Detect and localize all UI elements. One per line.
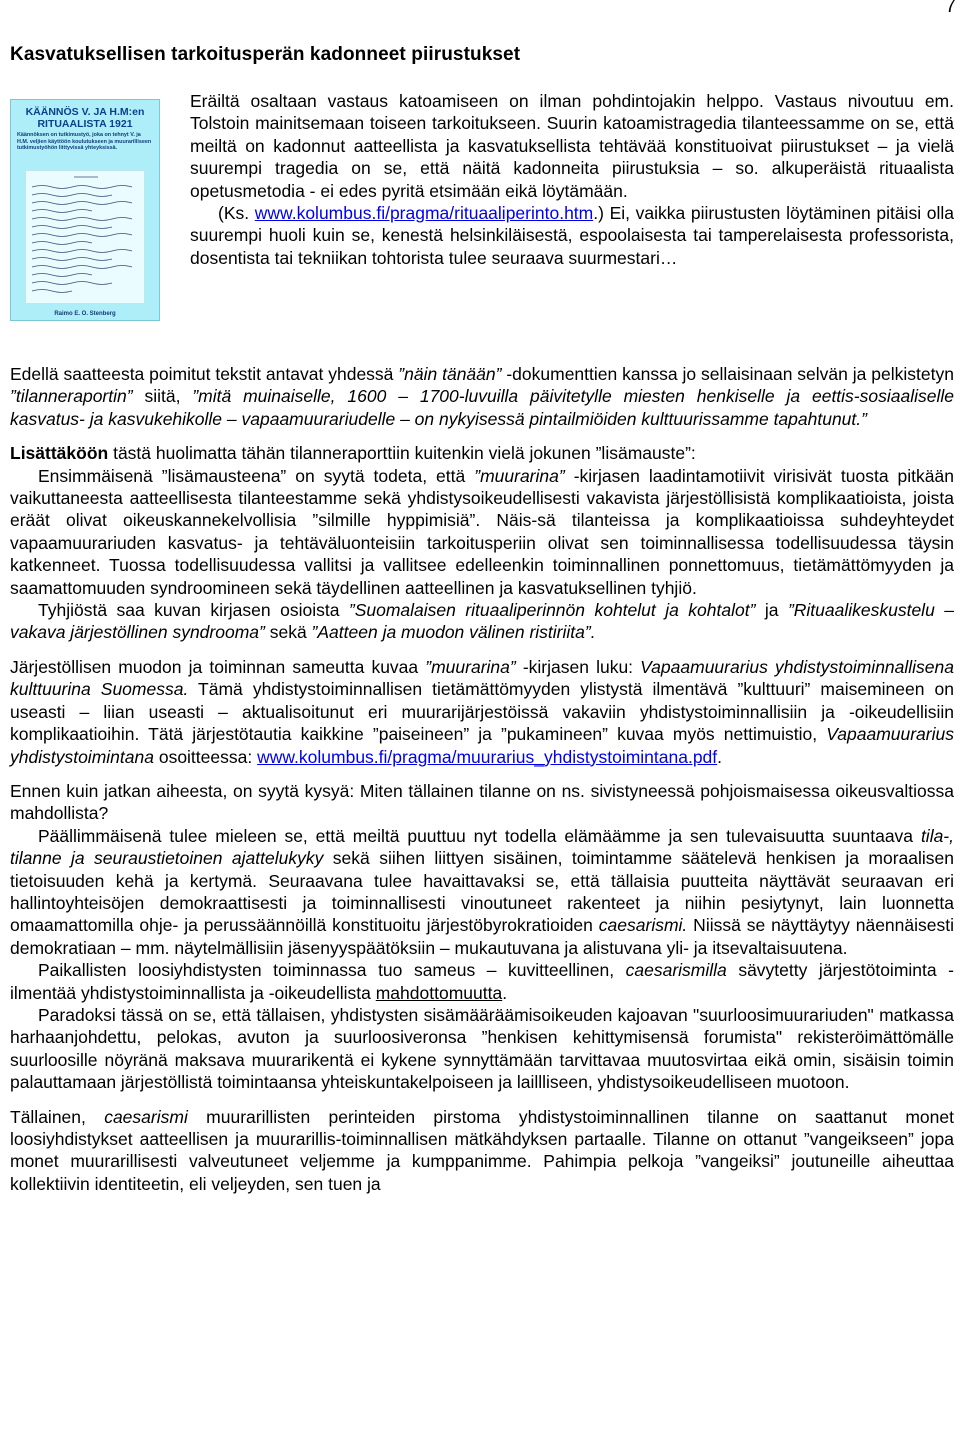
summary-paragraph: Edellä saatteesta poimitut tekstit antavat yhdessä ”näin tänään” -dokumenttien kanssa jo sellaisinaan selvän ja pelkistetyn ”tilanneraportin” siitä, ”mitä muinaiselle, 1600 – 1700-luvuilla päivitetylle miesten henkiselle ja eettis-sosiaaliselle kasvatus- ja kasvukehikolle – vapaamuurariudelle – on nykyisessä pintailmiöiden kulttuurissamme tapahtunut.”: [10, 364, 954, 429]
booklet-author: Raimo E. O. Stenberg: [54, 311, 116, 317]
local-lodges-paragraph: Paikallisten loosiyhdistysten toiminnassa tuo sameus – kuvitteellinen, caesarismilla sävytetty järjestötoiminta - ilmentää yhdistystoiminnallista ja -oikeudellista mahdottomuutta.: [10, 960, 954, 1003]
intro-paragraph-2: [190, 202, 954, 269]
muurarius-yhdistystoimintana-link[interactable]: www.kolumbus.fi/pragma/muurarius_yhdistystoimintana.pdf: [257, 746, 718, 767]
intro-paragraph-1: Eräiltä osaltaan vastaus katoamiseen on ilman pohdintojakin helppo. Vastaus nivoutuu em. Tolstoin mainitsemaan toiseen tarkoitukseen. Suurin katoamistragedia tilanteessamme on se, että meiltä on kadonnut aatteellista ja kasvatuksellista tehtävää konstituoivat piirustukset – ja vielä suurempi tragedia on se, että näitä kadonneita piirustuksia – so. alkuperäistä rituaalista opetusmetodia - ei edes pyritä etsimään eikä löytämään.: [190, 91, 954, 201]
page-number: 7: [945, 0, 956, 17]
emptiness-paragraph: Tyhjiöstä saa kuvan kirjasen osioista ”Suomalaisen rituaaliperinnön kohtelut ja kohtalot” ja ”Rituaalikeskustelu – vakava järjestöllinen syndrooma” sekä ”Aatteen ja muodon välinen ristiriita”.: [10, 600, 954, 643]
final-paragraph: Tällainen, caesarismi muurarillisten perinteiden pirstoma yhdistystoiminnallinen tilanne on saattanut monet loosiyhdistykset aatteellisen ja muurarillis-toiminnallisen mätkähdyksen partaalle. Tilanne on ottanut ”vangeikseen” jopa monet muurarillisesti valveutuneet veljemme ja kumppanimme. Pahimpia pelkoja ”vangeiksi” joutuneille aiheuttaa kollektiivin identiteetin, eli veljeyden, sen tuen ja: [10, 1106, 954, 1194]
rituaaliperinto-link[interactable]: www.kolumbus.fi/pragma/rituaaliperinto.htm: [254, 203, 594, 224]
see-prefix: (Ks.: [218, 203, 255, 224]
first-spice-paragraph: Ensimmäisenä ”lisämausteena” on syytä todeta, että ”muurarina” -kirjasen laadintamotiivit virisivät tuosta pitkään vaikuttaneesta aatteellisesta tilanteestamme sekä yhdistysoikeudellisesti vakavista järjestöllisistä komplikaatioista, joista eräät olivat oikeuskannekelvollisia ”silmille hyppimisiä”. Näis-sä tilanteissa ja komplikaatioissa suhdeyhteydet vapaamuurariuden kasvatus- ja tehtäväluonteisiin tarkoitusperiin olivat sen toiminnallisessa todellisuudessa täysin katkenneet. Tuossa todellisuudessa vallitsi ja vallitsee edelleenkin toiminnallinen ponnettomuus, tietämättömyyden ja saamattomuuden syndroomineen sekä täydellinen aatteellinen ja kasvatuksellinen tyhjiö.: [10, 465, 954, 598]
section-heading: Kasvatuksellisen tarkoitusperän kadonneet piirustukset: [10, 44, 521, 65]
handwriting-illustration: [26, 171, 146, 301]
organization-paragraph: Järjestöllisen muodon ja toiminnan sameutta kuvaa ”muurarina” -kirjasen luku: Vapaamuurarius yhdistystoiminnallisena kulttuurina Suomessa. Tämä yhdistystoiminnallisen tietämättömyyden ylistystä ilmentävä ”kulttuuri” maisemineen on useasti – liian useasti – aktualisoitunut eri muurarijärjestöissä vakaviin yhdistystoiminnallisiin ja -oikeudellisiin komplikaatioihin. Tätä järjestötautia kaikkine ”paiseineen” ja ”pukamineen” kuvaa myös nettimuistio, Vapaamuurarius yhdistystoimintana osoitteessa: www.kolumbus.fi/pragma/muurarius_yhdistystoimintana.pdf.: [10, 656, 954, 767]
question-paragraph: Ennen kuin jatkan aiheesta, on syytä kysyä: Miten tällainen tilanne on ns. sivistyneessä pohjoismaisessa oikeusvaltiossa mahdollista?: [10, 780, 954, 824]
booklet-subtitle: Käännöksen on tutkimustyö, joka on tehnyt V. ja H.M. veljien käyttöön koulutukseen ja muurarilliseen tutkimustyöhön liittyvissä yhteyksissä.: [17, 132, 152, 152]
foremost-paragraph: Päällimmäisenä tulee mieleen se, että meiltä puuttuu nyt todella elämäämme ja sen tulevaisuutta suuntaava tila-, tilanne ja seuraustietoinen ajattelukyky sekä siihen liittyen sisäinen, toimintamme säätelevä henkisen ja moraalisen tietoisuuden kehä ja kertymä. Seuraavana tulee havaittavaksi se, että tällaisia puutteita näyttävät seuraavan eri hallintoyhteisöjen demokraattisesti ja toiminnallisesti vinoutuneet rakenteet ja niihin pesiytynyt, lain luonnetta omaamattomilla ohje- ja perussäännöillä konstituoitu järjestöbyrokratioiden caesarismi. Niissä se näyttäytyy näennäisesti demokratiaan – mm. näytelmällisiin jäsenyyspäätöksiin – mukautuvana ja alistuvana yli- ja itsevaltaisuutena.: [10, 825, 955, 958]
addition-paragraph: Lisättäköön tästä huolimatta tähän tilanneraporttiin kuitenkin vielä jokunen ”lisämauste”:: [10, 443, 696, 464]
booklet-manuscript-page: [25, 170, 145, 304]
booklet-title: KÄÄNNÖS V. JA H.M:en RITUAALISTA 1921: [25, 106, 145, 130]
intro-paragraph-2-rest: .) Ei, vaikka piirustusten löytäminen pitäisi olla suurempi huoli kuin se, kenestä helsinkiläisestä, espoolaisesta tai tamperelaisesta professorista, dosentista tai tekniikan tohtorista tulee seuraava suurmestari…: [190, 203, 954, 268]
paradox-paragraph: Paradoksi tässä on se, että tällaisen, yhdistysten sisämääräämisoikeuden kajoavan "suurloosimuurariuden" matkassa harhaanjohdettu, pelokas, avuton ja suurloosiveronsa ”henkisen kehittymisensä forumista" rekisteröimättömälle suurloosille nöyränä maksava muurarikentä ei kykene synnyttämään tarvittavaa muutosvirtaa eikä omin, sisäisin toimin palauttamaan järjestöllistä toimintaansa yhteiskuntakelpoiseen ja laillliseen, yhdistysoikeudelliseen muotoon.: [10, 1004, 954, 1093]
intro-text: [190, 90, 954, 269]
booklet-cover-image: [10, 99, 160, 321]
main-text: [10, 363, 954, 1195]
